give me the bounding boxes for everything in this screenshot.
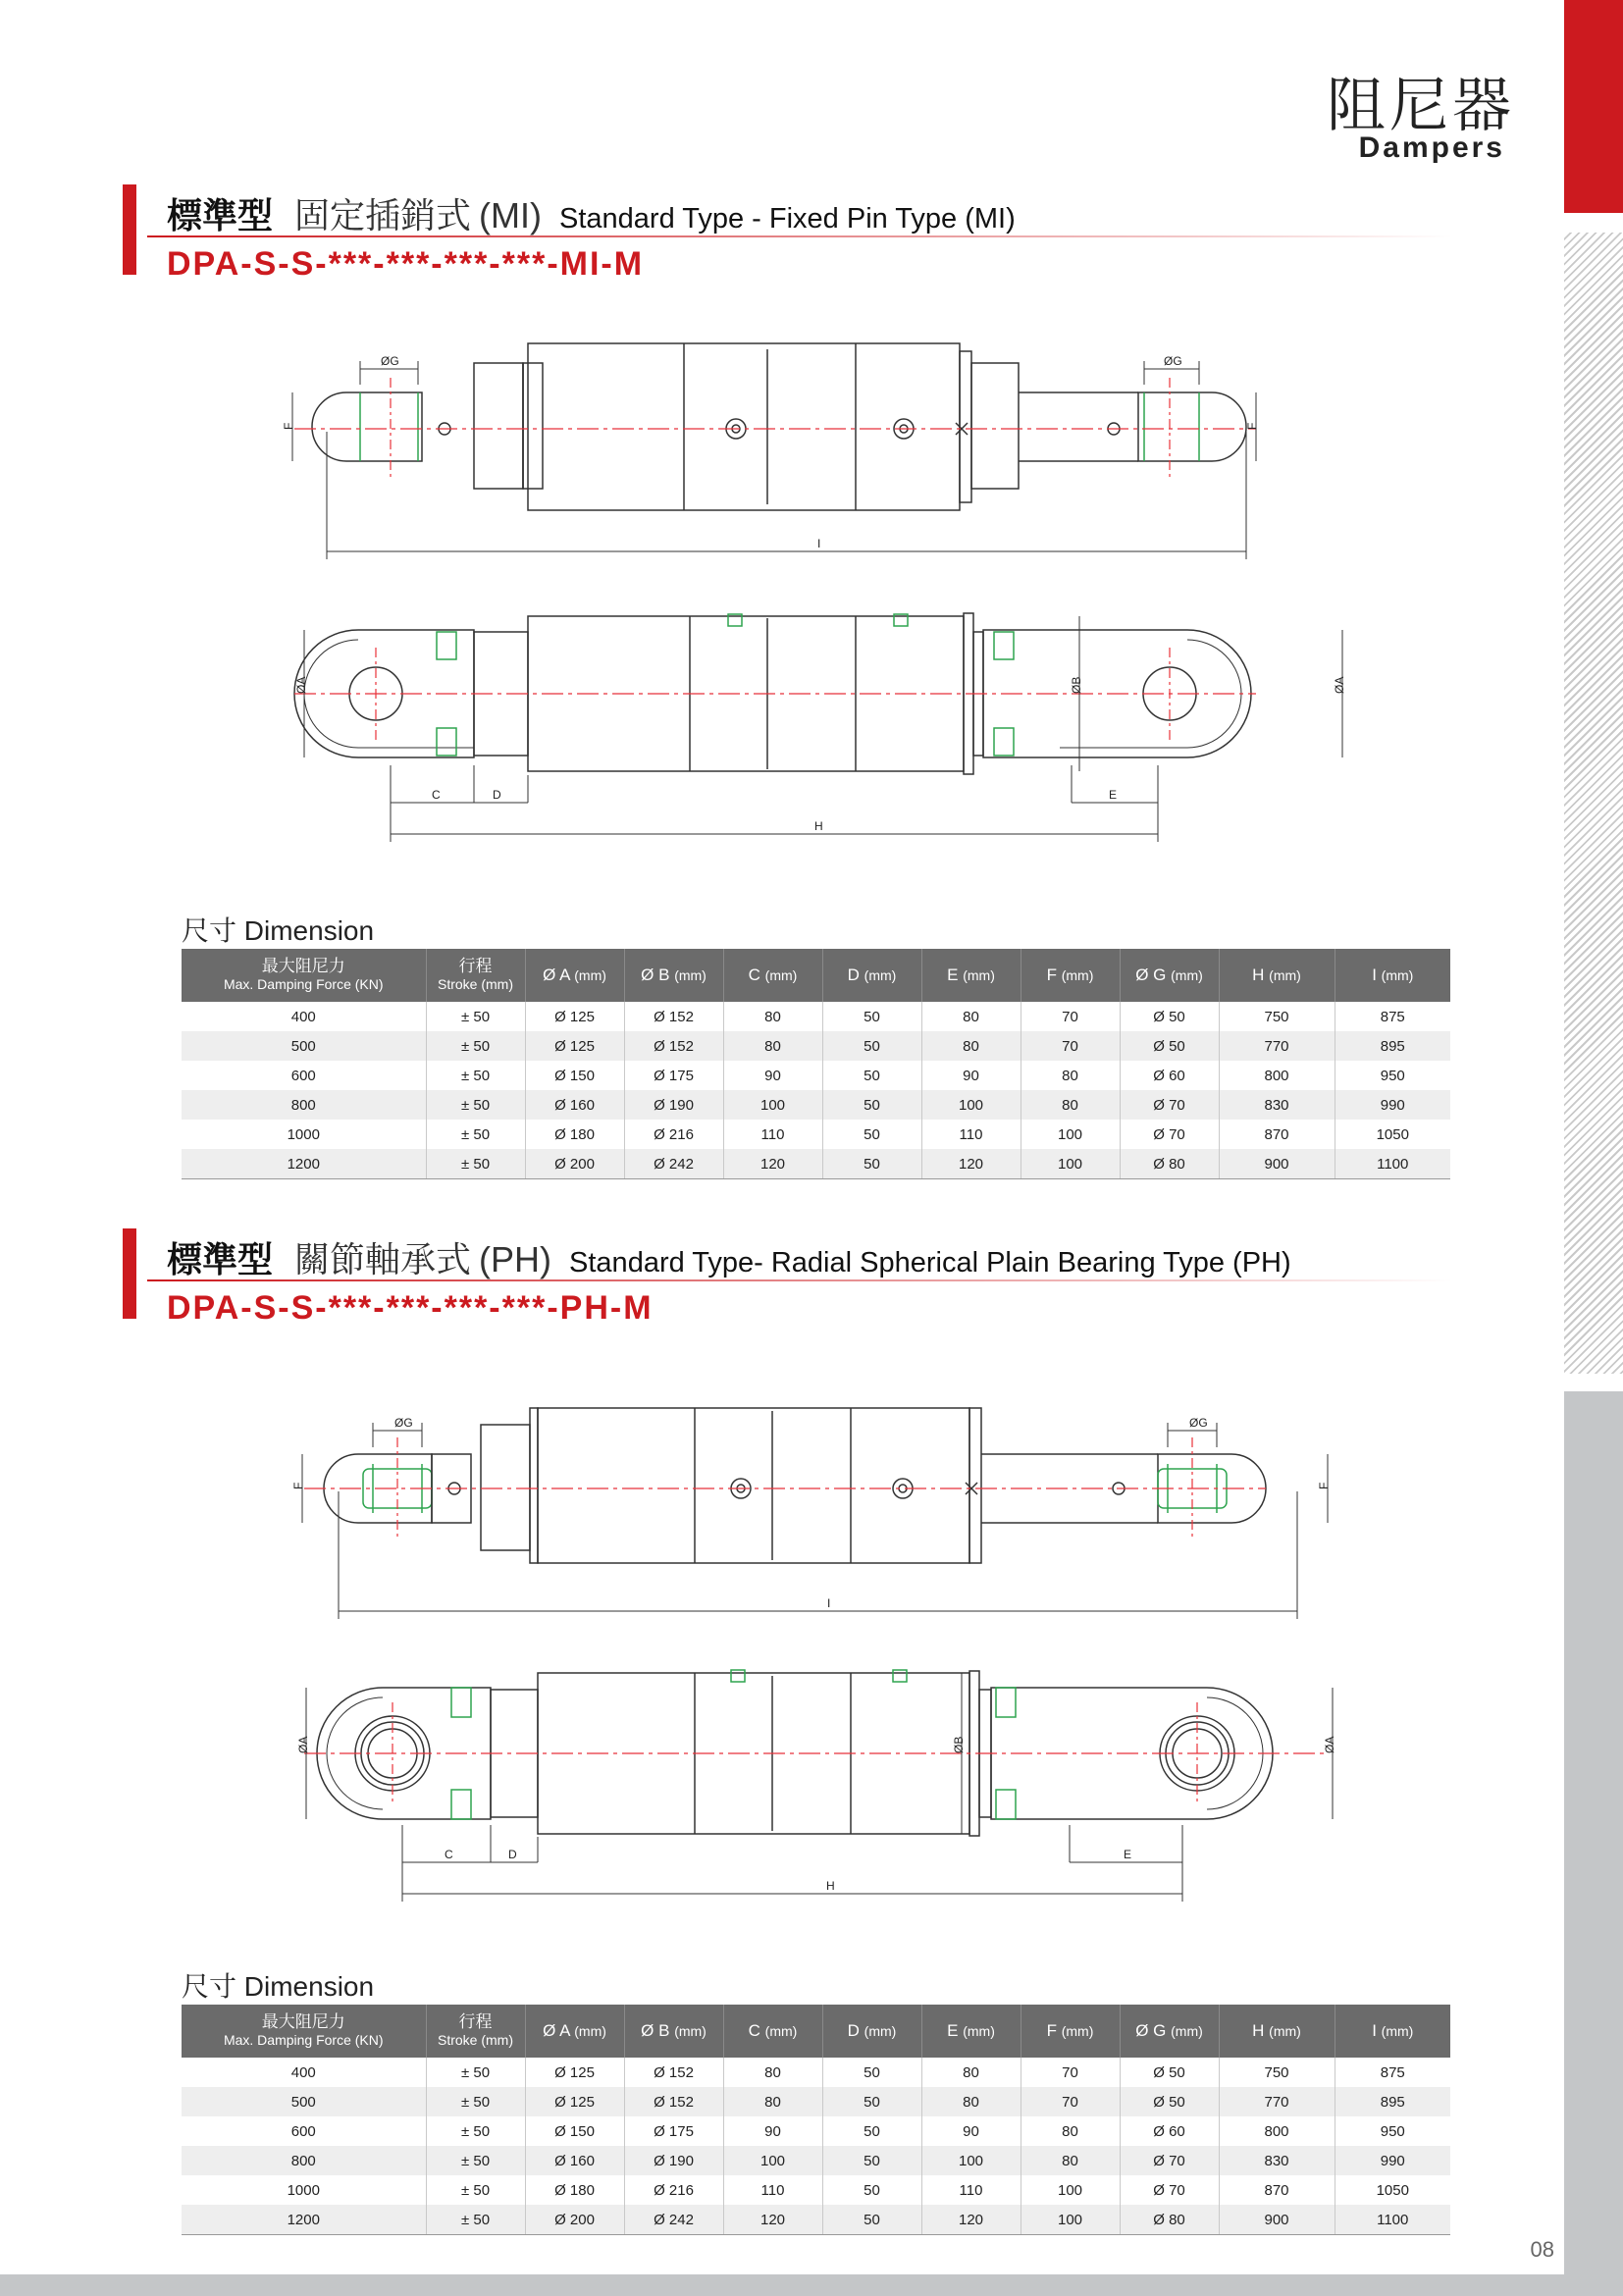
end-cap — [960, 351, 971, 502]
mi-damper-drawing — [275, 334, 1374, 844]
table-cell: Ø 80 — [1120, 1149, 1219, 1179]
col-b — [624, 2005, 723, 2058]
table-cell: 1000 — [182, 2175, 426, 2205]
header-label: E — [947, 965, 959, 984]
header-label: Ø G — [1135, 2021, 1167, 2040]
table-cell: Ø 125 — [525, 2058, 624, 2087]
table-cell: 830 — [1219, 2146, 1335, 2175]
table-cell: 80 — [921, 1002, 1021, 1031]
header-label: H — [1252, 2021, 1265, 2040]
header-label: I — [1372, 2021, 1377, 2040]
ph-side-view — [296, 1670, 1336, 1902]
dim-label-b: ØB — [952, 1736, 966, 1753]
dim-label-i: I — [817, 537, 821, 550]
table-cell: ± 50 — [426, 1002, 525, 1031]
table-cell: 120 — [921, 2205, 1021, 2235]
table-cell: 120 — [723, 2205, 822, 2235]
table-cell: 70 — [1021, 2087, 1120, 2116]
table-cell: 800 — [1219, 1061, 1335, 1090]
dim-label-g-right: ØG — [1189, 1416, 1208, 1430]
table-cell: Ø 200 — [525, 1149, 624, 1179]
table-cell: 875 — [1380, 2063, 1405, 2081]
section-accent-bar — [123, 184, 136, 275]
left-clevis — [312, 392, 422, 461]
table-cell: 50 — [822, 2058, 921, 2087]
header-label: (mm) — [1171, 2023, 1203, 2039]
dim-label-f: F — [282, 422, 295, 430]
ph-damper-drawing — [285, 1393, 1374, 1904]
table-cell: 120 — [921, 1149, 1021, 1179]
section-accent-bar — [123, 1228, 136, 1319]
dim-label-f-right: F — [1245, 422, 1259, 430]
header-label: D — [847, 2021, 860, 2040]
dimension-title: 尺寸 Dimension — [182, 1971, 375, 2002]
col-c — [723, 949, 822, 1002]
header-label: (mm) — [764, 967, 798, 983]
table-cell: 1050 — [1376, 1125, 1409, 1143]
left-rod-end — [474, 363, 523, 489]
header-label: (mm) — [864, 2023, 897, 2039]
table-cell: 70 — [1021, 2058, 1120, 2087]
table-row — [182, 2146, 1450, 2175]
header-label: (mm) — [1061, 967, 1094, 983]
table-cell: 80 — [921, 2058, 1021, 2087]
table-cell: 100 — [1021, 2175, 1120, 2205]
table-row — [182, 1120, 1450, 1149]
header-label: (mm) — [574, 2023, 606, 2039]
dim-label-a: ØA — [296, 1736, 310, 1753]
col-i — [1335, 949, 1450, 1002]
right-clevis — [1138, 392, 1246, 461]
table-cell: 400 — [182, 2058, 426, 2087]
col-h — [1219, 949, 1335, 1002]
col-e — [921, 2005, 1021, 2058]
header-label: Stroke (mm) — [438, 976, 513, 992]
header-label: C — [748, 2021, 760, 2040]
header-label: (mm) — [963, 967, 995, 983]
table-cell: Ø 150 — [525, 2116, 624, 2146]
table-cell: 50 — [822, 2116, 921, 2146]
table-cell: 100 — [921, 1090, 1021, 1120]
dim-label-d: D — [508, 1848, 517, 1861]
title-cn-type: 關節軸承式 — [294, 1239, 472, 1279]
table-cell: 110 — [723, 2175, 822, 2205]
col-f — [1021, 949, 1120, 1002]
dim-label-a-right: ØA — [1323, 1736, 1336, 1753]
header-label: (mm) — [864, 967, 897, 983]
dim-label-h: H — [826, 1879, 835, 1893]
header-label: (mm) — [1171, 967, 1203, 983]
table-cell: 600 — [182, 2116, 426, 2146]
table-cell: Ø 150 — [525, 1061, 624, 1090]
table-cell: 1200 — [182, 2205, 426, 2235]
section-divider — [147, 1279, 1452, 1281]
table-cell: 90 — [921, 1061, 1021, 1090]
col-i — [1335, 2005, 1450, 2058]
table-cell: 80 — [723, 1031, 822, 1061]
header-label: E — [947, 2021, 959, 2040]
header-label: Ø A — [543, 2021, 570, 2040]
table-cell: ± 50 — [426, 1120, 525, 1149]
mi-top-view — [282, 343, 1259, 559]
dimension-table-ph — [182, 2005, 1450, 2235]
table-cell: Ø 180 — [525, 2175, 624, 2205]
table-cell: 500 — [182, 1031, 426, 1061]
table-cell: 750 — [1219, 2058, 1335, 2087]
title-code: (MI) — [479, 195, 542, 235]
dim-label-g: ØG — [394, 1416, 413, 1430]
ph-top-view — [291, 1408, 1331, 1619]
header-label: Max. Damping Force (KN) — [223, 2032, 384, 2048]
table-cell: Ø 242 — [624, 1149, 723, 1179]
table-cell: Ø 190 — [624, 1090, 723, 1120]
table-cell: 70 — [1021, 1002, 1120, 1031]
title-cn-type: 固定插銷式 — [294, 195, 472, 235]
table-cell: 100 — [1021, 1149, 1120, 1179]
table-cell: Ø 70 — [1120, 2175, 1219, 2205]
table-cell: 1050 — [1376, 2181, 1409, 2199]
header-label: 最大阻尼力 — [261, 2012, 345, 2031]
table-cell: 800 — [1219, 2116, 1335, 2146]
model-code: DPA-S-S-***-***-***-***-MI-M — [167, 245, 645, 283]
table-cell: Ø 125 — [525, 1002, 624, 1031]
table-cell: ± 50 — [426, 1061, 525, 1090]
col-a — [525, 2005, 624, 2058]
table-cell: Ø 50 — [1120, 1002, 1219, 1031]
table-cell: 900 — [1219, 1149, 1335, 1179]
table-cell: 100 — [723, 1090, 822, 1120]
title-code: (PH) — [479, 1239, 552, 1279]
dim-label-b: ØB — [1070, 676, 1083, 694]
table-cell: 50 — [822, 1120, 921, 1149]
table-cell: 80 — [1021, 1061, 1120, 1090]
table-cell: Ø 180 — [525, 1120, 624, 1149]
table-cell: 80 — [723, 1002, 822, 1031]
table-cell: Ø 70 — [1120, 2146, 1219, 2175]
col-g — [1120, 2005, 1219, 2058]
hatched-side-strip — [1564, 233, 1623, 1374]
table-cell: 50 — [822, 1149, 921, 1179]
dim-label-c: C — [432, 788, 441, 802]
col-c — [723, 2005, 822, 2058]
table-cell: 90 — [723, 1061, 822, 1090]
col-b — [624, 949, 723, 1002]
header-label: Ø A — [543, 965, 570, 984]
header-label: F — [1046, 965, 1057, 984]
col-h — [1219, 2005, 1335, 2058]
title-cn-standard: 標準型 — [167, 1239, 274, 1279]
dim-label-f-right: F — [1317, 1482, 1331, 1489]
red-side-tab — [1564, 0, 1623, 213]
table-cell: Ø 70 — [1120, 1090, 1219, 1120]
table-cell: 80 — [723, 2058, 822, 2087]
table-cell: ± 50 — [426, 1031, 525, 1061]
header-label: I — [1372, 965, 1377, 984]
table-cell: 800 — [182, 2146, 426, 2175]
col-stroke — [426, 2005, 525, 2058]
table-cell: Ø 70 — [1120, 1120, 1219, 1149]
table-cell: 990 — [1335, 1090, 1450, 1120]
header-label: Ø B — [641, 965, 670, 984]
table-cell: 50 — [822, 2175, 921, 2205]
table-cell: ± 50 — [426, 2058, 525, 2087]
header-label: (mm) — [674, 2023, 707, 2039]
bottom-bar — [0, 2274, 1564, 2296]
table-cell: Ø 160 — [525, 1090, 624, 1120]
table-cell: 1100 — [1335, 2205, 1450, 2235]
table-cell: Ø 50 — [1120, 2087, 1219, 2116]
col-d — [822, 949, 921, 1002]
header-label: F — [1046, 2021, 1057, 2040]
dim-label-a-right: ØA — [1333, 676, 1346, 694]
col-e — [921, 949, 1021, 1002]
header-label: Ø B — [641, 2021, 670, 2040]
table-cell: Ø 152 — [624, 2087, 723, 2116]
table-cell: 990 — [1335, 2146, 1450, 2175]
table-cell: 750 — [1219, 1002, 1335, 1031]
col-stroke — [426, 949, 525, 1002]
table-cell: 895 — [1335, 2087, 1450, 2116]
table-cell: 875 — [1380, 1008, 1405, 1025]
table-cell: 600 — [182, 1061, 426, 1090]
table-header-row — [182, 949, 1450, 1002]
header-label: D — [847, 965, 860, 984]
table-cell: ± 50 — [426, 1149, 525, 1179]
table-cell: Ø 152 — [624, 1031, 723, 1061]
table-cell: 870 — [1219, 1120, 1335, 1149]
table-cell: 80 — [1021, 2146, 1120, 2175]
table-cell: ± 50 — [426, 1090, 525, 1120]
header-label: (mm) — [1061, 2023, 1094, 2039]
table-header-row — [182, 2005, 1450, 2058]
table-cell: 50 — [822, 1031, 921, 1061]
gray-side-strip — [1564, 1391, 1623, 2296]
table-cell: 80 — [723, 2087, 822, 2116]
col-max-force — [182, 2005, 426, 2058]
header-label: (mm) — [963, 2023, 995, 2039]
table-cell: 400 — [182, 1002, 426, 1031]
table-cell: 50 — [822, 1061, 921, 1090]
table-cell: 100 — [723, 2146, 822, 2175]
table-row — [182, 1061, 1450, 1090]
table-cell: 120 — [723, 1149, 822, 1179]
table-cell: 90 — [723, 2116, 822, 2146]
table-row — [182, 1002, 1450, 1031]
table-cell: Ø 125 — [525, 1031, 624, 1061]
header-label: (mm) — [1381, 967, 1414, 983]
header-label: 最大阻尼力 — [261, 957, 345, 975]
table-cell: ± 50 — [426, 2116, 525, 2146]
table-cell: 1200 — [182, 1149, 426, 1179]
table-cell: 895 — [1335, 1031, 1450, 1061]
col-a — [525, 949, 624, 1002]
table-cell: Ø 50 — [1120, 2058, 1219, 2087]
table-cell: 830 — [1219, 1090, 1335, 1120]
table-cell: 770 — [1219, 1031, 1335, 1061]
table-cell: Ø 125 — [525, 2087, 624, 2116]
header-label: (mm) — [674, 967, 707, 983]
dim-label-d: D — [493, 788, 501, 802]
table-cell: 1000 — [182, 1120, 426, 1149]
table-cell: 80 — [921, 1031, 1021, 1061]
table-cell: Ø 50 — [1120, 1031, 1219, 1061]
table-cell: 900 — [1219, 2205, 1335, 2235]
table-row — [182, 2175, 1450, 2205]
table-cell: 90 — [921, 2116, 1021, 2146]
table-cell: 50 — [822, 2205, 921, 2235]
col-g — [1120, 949, 1219, 1002]
table-cell: 770 — [1219, 2087, 1335, 2116]
dim-label-g: ØG — [381, 354, 399, 368]
table-row — [182, 2087, 1450, 2116]
table-cell: 100 — [1021, 2205, 1120, 2235]
table-cell: ± 50 — [426, 2175, 525, 2205]
model-code: DPA-S-S-***-***-***-***-PH-M — [167, 1289, 654, 1327]
table-cell: 50 — [822, 1002, 921, 1031]
header-label: Max. Damping Force (KN) — [223, 976, 384, 992]
header-title-en: Dampers — [1358, 131, 1505, 164]
table-cell: 950 — [1380, 2122, 1405, 2140]
dimension-table-mi — [182, 949, 1450, 1179]
table-row — [182, 2058, 1450, 2087]
table-cell: Ø 242 — [624, 2205, 723, 2235]
dim-label-h: H — [814, 819, 823, 833]
table-cell: Ø 60 — [1120, 2116, 1219, 2146]
table-cell: 80 — [1021, 2116, 1120, 2146]
dim-label-i: I — [827, 1596, 831, 1610]
table-cell: 50 — [822, 2087, 921, 2116]
table-cell: 110 — [921, 1120, 1021, 1149]
section-title — [167, 1232, 1291, 1282]
table-row — [182, 1090, 1450, 1120]
section-title — [167, 188, 1016, 238]
title-en: Standard Type- Radial Spherical Plain Bearing Type (PH) — [569, 1247, 1291, 1278]
section-divider — [147, 235, 1452, 237]
col-max-force — [182, 949, 426, 1002]
table-cell: Ø 190 — [624, 2146, 723, 2175]
table-cell: 80 — [921, 2087, 1021, 2116]
header-label: Stroke (mm) — [438, 2032, 513, 2048]
cylinder-body — [528, 343, 960, 510]
header-label: (mm) — [1269, 2023, 1301, 2039]
header-label: (mm) — [1381, 2023, 1414, 2039]
table-cell: ± 50 — [426, 2205, 525, 2235]
table-cell: 950 — [1380, 1067, 1405, 1084]
header-label: 行程 — [458, 957, 493, 975]
table-cell: Ø 216 — [624, 1120, 723, 1149]
table-cell: 800 — [182, 1090, 426, 1120]
table-row — [182, 2116, 1450, 2146]
header-label: 行程 — [458, 2012, 493, 2031]
col-f — [1021, 2005, 1120, 2058]
table-cell: Ø 160 — [525, 2146, 624, 2175]
table-row — [182, 1031, 1450, 1061]
header-label: (mm) — [764, 2023, 798, 2039]
dim-label-e: E — [1109, 788, 1118, 802]
header-label: (mm) — [574, 967, 606, 983]
dim-label-a: ØA — [294, 676, 308, 694]
table-row — [182, 2205, 1450, 2235]
dim-label-f: F — [291, 1482, 305, 1489]
rod-collar — [523, 363, 543, 489]
header-title-cn: 阻尼器 — [1327, 72, 1515, 140]
table-cell: Ø 175 — [624, 1061, 723, 1090]
table-row — [182, 1149, 1450, 1179]
title-cn-standard: 標準型 — [167, 195, 274, 235]
page-number: 08 — [1530, 2237, 1554, 2262]
title-en: Standard Type - Fixed Pin Type (MI) — [559, 203, 1016, 235]
table-cell: Ø 216 — [624, 2175, 723, 2205]
table-cell: 70 — [1021, 1031, 1120, 1061]
dim-label-e: E — [1124, 1848, 1132, 1861]
table-cell: 870 — [1219, 2175, 1335, 2205]
table-cell: Ø 175 — [624, 2116, 723, 2146]
table-cell: 110 — [921, 2175, 1021, 2205]
table-cell: 100 — [921, 2146, 1021, 2175]
table-cell: Ø 152 — [624, 2058, 723, 2087]
table-cell: 100 — [1021, 1120, 1120, 1149]
table-cell: Ø 60 — [1120, 1061, 1219, 1090]
dim-label-c: C — [445, 1848, 453, 1861]
dimension-title: 尺寸 Dimension — [182, 915, 375, 946]
header-label: Ø G — [1135, 965, 1167, 984]
table-cell: ± 50 — [426, 2087, 525, 2116]
table-cell: 80 — [1021, 1090, 1120, 1120]
header-label: C — [748, 965, 760, 984]
table-cell: Ø 152 — [624, 1002, 723, 1031]
col-d — [822, 2005, 921, 2058]
dim-label-g-right: ØG — [1164, 354, 1182, 368]
header-label: (mm) — [1269, 967, 1301, 983]
table-cell: 110 — [723, 1120, 822, 1149]
table-cell: ± 50 — [426, 2146, 525, 2175]
table-cell: 50 — [822, 2146, 921, 2175]
header-label: H — [1252, 965, 1265, 984]
table-cell: 500 — [182, 2087, 426, 2116]
mi-side-view — [294, 613, 1346, 842]
table-cell: Ø 200 — [525, 2205, 624, 2235]
table-cell: 1100 — [1335, 1149, 1450, 1179]
table-cell: 50 — [822, 1090, 921, 1120]
table-cell: Ø 80 — [1120, 2205, 1219, 2235]
